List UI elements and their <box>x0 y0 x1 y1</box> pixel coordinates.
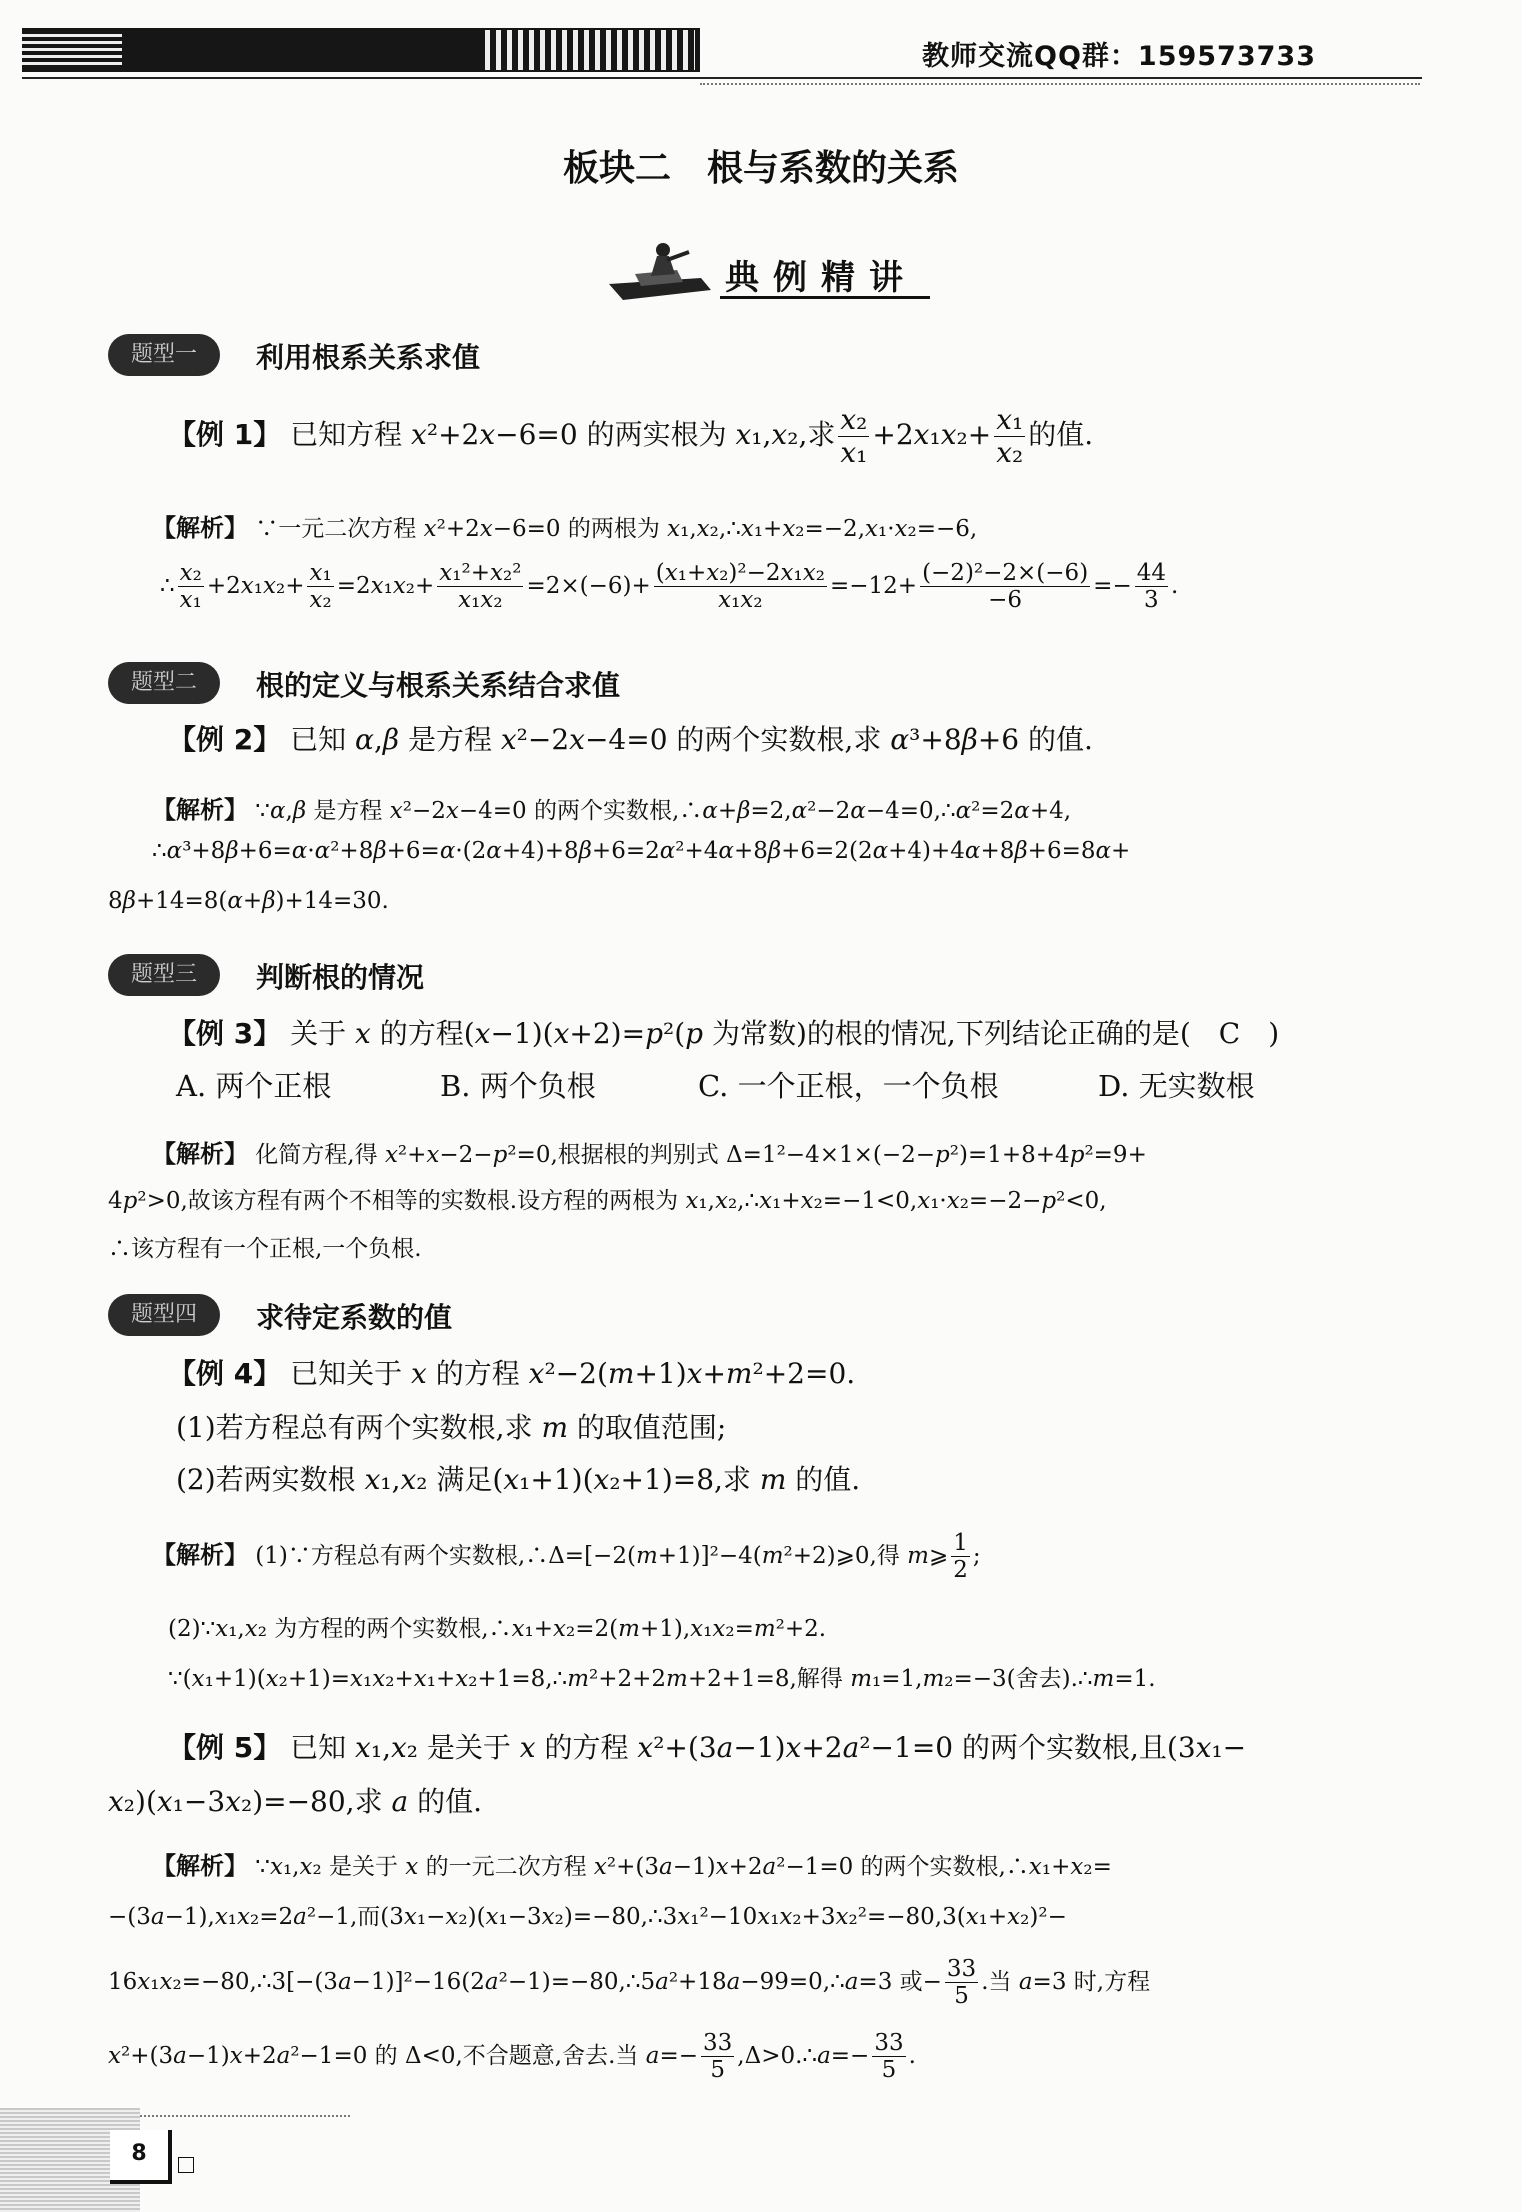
banner-underline <box>720 296 930 299</box>
solution-4-label: 【解析】 <box>152 1540 248 1569</box>
solution-1-line-2: ∴ $\frac{\text{x₂}}{\text{x₁}}$ +2x₁x₂+ $\frac{\text{x₁}}{\text{x₂}}$ =2x₁x₂+ $\frac{\text{x₁²+x₂²}}{\text{x₁x₂}}$ =2×(−6)+ $\frac{\text{(x₁+x₂)²−2x₁x₂}}{\text{x₁x₂}}$ =−12+ $\frac{\text{(−2)²−2×(−6)}}{-6}$ =− $\frac{44}{3}$ . <box>160 560 1179 614</box>
solution-2-line-2: ∴α³+8β+6=α·α²+8β+6=α·(2α+4)+8β+6=2α²+4α+8β+6=2(2α+4)+4α+8β+6=8α+ <box>152 838 1131 864</box>
example-1-label: 【例 1】 <box>168 418 282 452</box>
example-4-statement: 【例 4】 已知关于 x 的方程 x²−2(m+1)x+m²+2=0. <box>168 1357 856 1390</box>
example-2-label: 【例 2】 <box>168 723 282 756</box>
heading-type-3: 判断根的情况 <box>256 961 425 994</box>
option-c: C. 一个正根，一个负根 <box>698 1069 999 1103</box>
solution-2-line-1: 【解析】 ∵α,β 是方程 x²−2x−4=0 的两个实数根,∴α+β=2,α²−2α−4=0,∴α²=2α+4, <box>152 796 1072 824</box>
badge-type-2: 题型二 <box>108 662 220 704</box>
solution-5-line-1: 【解析】 ∵x₁,x₂ 是关于 x 的一元二次方程 x²+(3a−1)x+2a²−1=0 的两个实数根,∴x₁+x₂= <box>152 1852 1112 1880</box>
section-banner <box>605 238 935 308</box>
example-5-label: 【例 5】 <box>168 1731 282 1764</box>
header-qq-group: 教师交流QQ群：159573733 <box>922 41 1316 72</box>
example-4-part-1: (1)若方程总有两个实数根,求 m 的取值范围; <box>176 1411 727 1444</box>
solution-5-label: 【解析】 <box>152 1852 248 1880</box>
option-b: B. 两个负根 <box>440 1069 596 1103</box>
footer-square-icon <box>178 2157 194 2173</box>
header-dotted-rule <box>700 83 1420 85</box>
heading-type-4: 求待定系数的值 <box>256 1301 453 1334</box>
solution-4-line-1: 【解析】 (1)∵方程总有两个实数根,∴Δ=[−2(m+1)]²−4(m²+2)⩾0,得 m⩾ $\frac{1}{2}$ ; <box>152 1530 981 1584</box>
solution-1-line-1: 【解析】 ∵一元二次方程 x²+2x−6=0 的两根为 x₁,x₂,∴x₁+x₂=−2,x₁·x₂=−6, <box>152 514 978 542</box>
heading-type-2: 根的定义与根系关系结合求值 <box>256 669 621 702</box>
badge-type-4: 题型四 <box>108 1294 220 1336</box>
example-4-part-2: (2)若两实数根 x₁,x₂ 满足(x₁+1)(x₂+1)=8,求 m 的值. <box>176 1463 861 1496</box>
example-3-statement: 【例 3】 关于 x 的方程(x−1)(x+2)=p²(p 为常数)的根的情况,下列结论正确的是( C ) <box>168 1017 1280 1050</box>
solution-5-line-3: 16x₁x₂=−80,∴3[−(3a−1)]²−16(2a²−1)=−80,∴5a²+18a−99=0,∴a=3 或− $\frac{33}{5}$ .当 a=3 时,方程 <box>108 1956 1151 2010</box>
solution-4-line-3: ∵(x₁+1)(x₂+1)=x₁x₂+x₁+x₂+1=8,∴m²+2+2m+2+1=8,解得 m₁=1,m₂=−3(舍去).∴m=1. <box>168 1666 1156 1692</box>
solution-4-line-2: (2)∵x₁,x₂ 为方程的两个实数根,∴x₁+x₂=2(m+1),x₁x₂=m²+2. <box>168 1616 827 1642</box>
example-5-statement-line-1: 【例 5】 已知 x₁,x₂ 是关于 x 的方程 x²+(3a−1)x+2a²−1=0 的两个实数根,且(3x₁− <box>168 1731 1247 1764</box>
badge-type-1: 题型一 <box>108 334 220 376</box>
lecture-icon <box>605 238 715 308</box>
header-rule <box>22 77 1422 79</box>
option-a: A. 两个正根 <box>176 1069 332 1103</box>
example-3-answer: C <box>1218 1017 1241 1050</box>
option-d: D. 无实数根 <box>1098 1069 1255 1103</box>
solution-5-line-4: x²+(3a−1)x+2a²−1=0 的 Δ<0,不合题意,舍去.当 a=− $\frac{33}{5}$ ,Δ>0.∴a=− $\frac{33}{5}$ . <box>108 2030 916 2084</box>
example-1-statement: 【例 1】 已知方程 x²+2x−6=0 的两实根为 x₁,x₂,求 $\frac{\text{x₂}}{\text{x₁}}$ +2x₁x₂+ $\frac{\text{x₁}}{\text{x₂}}$ 的值. <box>168 403 1094 470</box>
solution-3-line-3: ∴该方程有一个正根,一个负根. <box>108 1236 422 1262</box>
solution-5-line-2: −(3a−1),x₁x₂=2a²−1,而(3x₁−x₂)(x₁−3x₂)=−80,∴3x₁²−10x₁x₂+3x₂²=−80,3(x₁+x₂)²− <box>108 1904 1067 1930</box>
example-4-label: 【例 4】 <box>168 1357 282 1390</box>
solution-3-line-2: 4p²>0,故该方程有两个不相等的实数根.设方程的两根为 x₁,x₂,∴x₁+x₂=−1<0,x₁·x₂=−2−p²<0, <box>108 1188 1107 1214</box>
footer-dotted-rule <box>140 2115 350 2117</box>
solution-2-line-3: 8β+14=8(α+β)+14=30. <box>108 888 389 914</box>
page-number: 8 <box>110 2130 172 2184</box>
example-5-statement-line-2: x₂)(x₁−3x₂)=−80,求 a 的值. <box>108 1785 482 1818</box>
badge-type-3: 题型三 <box>108 954 220 996</box>
example-3-label: 【例 3】 <box>168 1017 282 1050</box>
example-2-statement: 【例 2】 已知 α,β 是方程 x²−2x−4=0 的两个实数根,求 α³+8β+6 的值. <box>168 723 1093 756</box>
solution-3-label: 【解析】 <box>152 1140 248 1168</box>
header-lines-decoration <box>22 34 122 68</box>
solution-3-line-1: 【解析】 化简方程,得 x²+x−2−p²=0,根据根的判别式 Δ=1²−4×1×(−2−p²)=1+8+4p²=9+ <box>152 1140 1147 1168</box>
page-title: 板块二 根与系数的关系 <box>562 148 959 189</box>
solution-2-label: 【解析】 <box>152 796 248 824</box>
banner-text: 典例精讲 <box>725 258 917 298</box>
solution-1-label: 【解析】 <box>152 514 248 542</box>
header-stripes-decoration <box>485 30 695 70</box>
heading-type-1: 利用根系关系求值 <box>256 341 481 374</box>
